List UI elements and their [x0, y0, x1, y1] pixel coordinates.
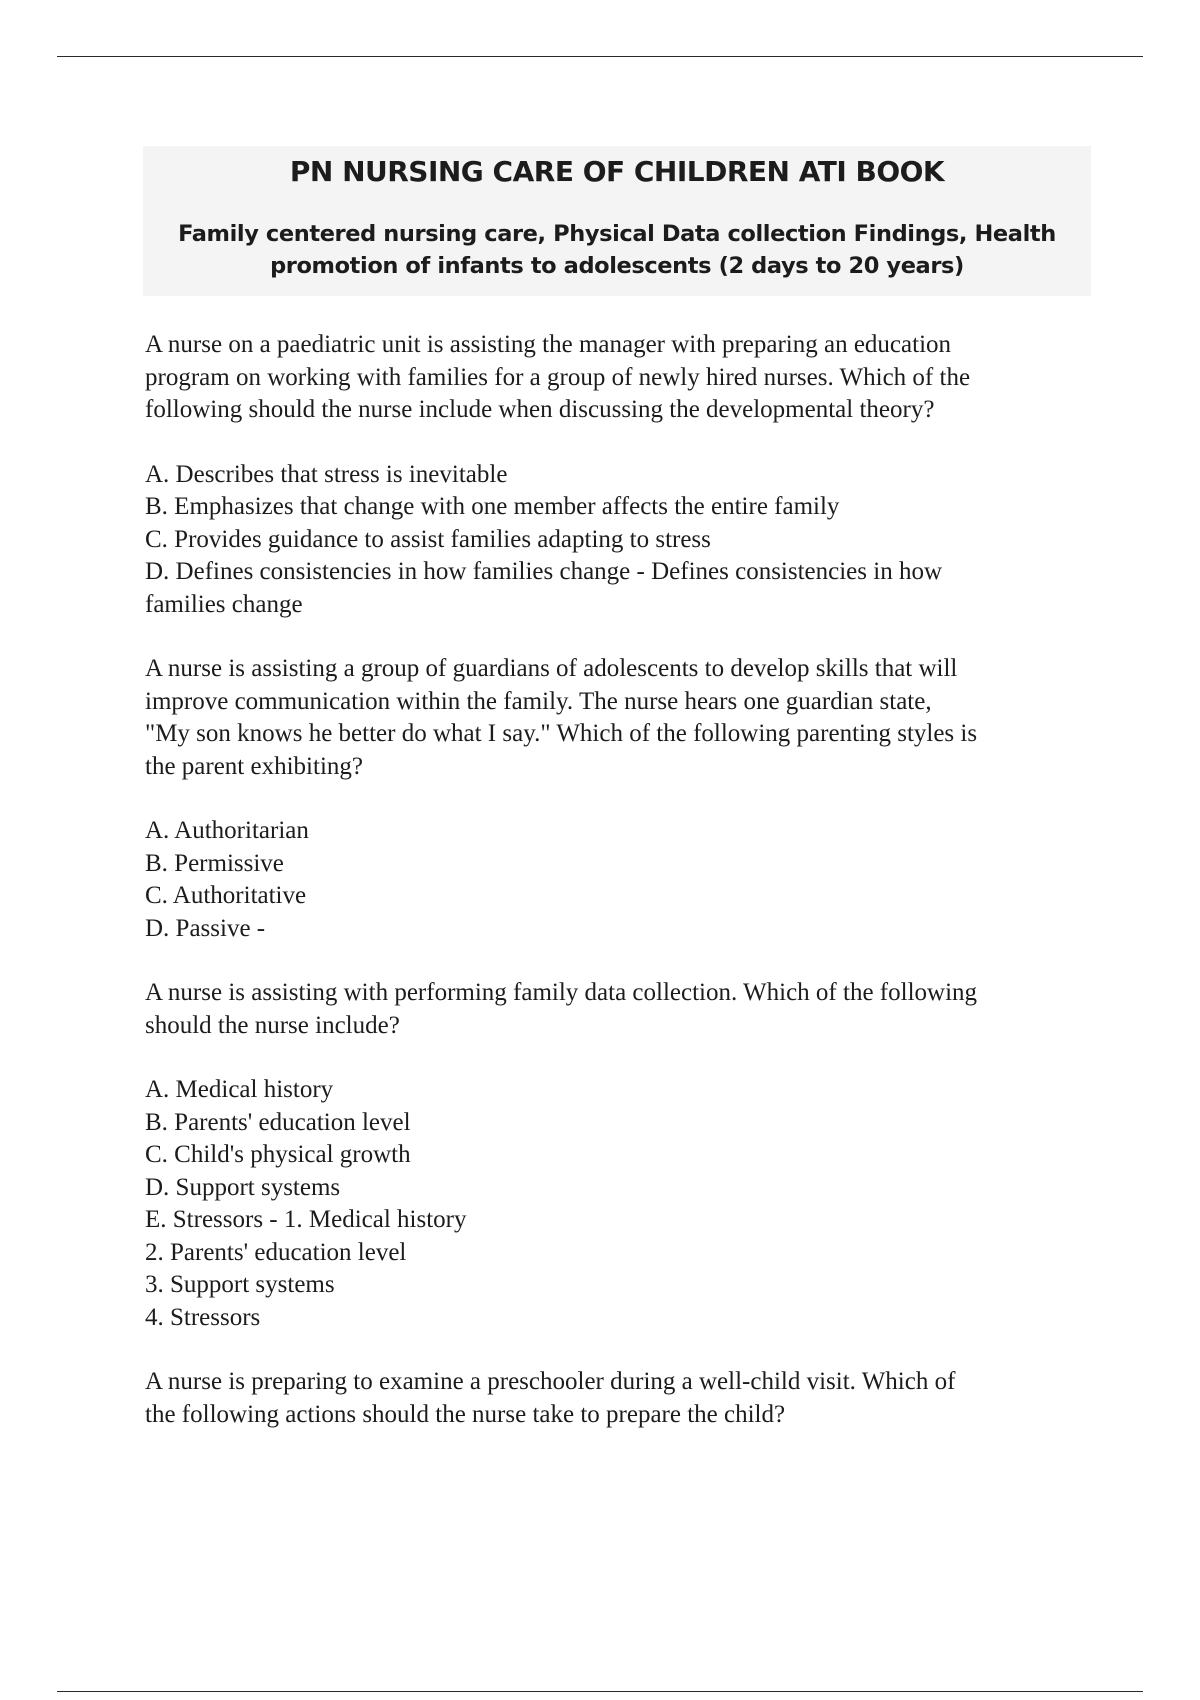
question-line: following should the nurse include when discussing the developmental theory? [145, 396, 935, 423]
question-line: should the nurse include? [145, 1011, 400, 1039]
answer-option: C. Child's physical growth [145, 1141, 411, 1168]
answer-option: B. Permissive [145, 849, 284, 877]
title-block [143, 146, 1091, 296]
answer-option: B. Parents' education level [145, 1108, 411, 1136]
question-line: A nurse on a paediatric unit is assisting the manager with preparing an education [145, 331, 952, 358]
question-2 [145, 653, 1091, 945]
answer-option: A. Describes that stress is inevitable [145, 460, 508, 488]
question-stem [145, 977, 1091, 1042]
answer-option: families change [145, 590, 303, 618]
answer-option: E. Stressors - 1. Medical history [145, 1206, 467, 1233]
question-list [145, 329, 1091, 1463]
question-line: A nurse is preparing to examine a preschooler during a well-child visit. Which of [145, 1368, 956, 1395]
question-1 [145, 329, 1091, 621]
question-stem [145, 329, 1091, 427]
answer-option: C. Provides guidance to assist families adapting to stress [145, 525, 711, 553]
answer-option: 3. Support systems [145, 1271, 335, 1298]
question-line: "My son knows he better do what I say." Which of the following parenting styles is [145, 720, 978, 747]
question-4 [145, 1366, 1091, 1431]
question-line: A nurse is assisting with performing family data collection. Which of the following [145, 979, 978, 1006]
answer-option: C. Authoritative [145, 882, 307, 909]
document-subtitle: Family centered nursing care, Physical Data collection Findings, Health promotion of infants to adolescents (2 days to 20 years) [178, 221, 1056, 279]
bottom-rule [57, 1691, 1143, 1692]
answer-option: 2. Parents' education level [145, 1238, 407, 1266]
answer-option: B. Emphasizes that change with one member affects the entire family [145, 493, 840, 520]
question-line: improve communication within the family. The nurse hears one guardian state, [145, 687, 932, 715]
question-line: A nurse is assisting a group of guardians of adolescents to develop skills that will [145, 655, 958, 682]
question-stem [145, 1366, 1091, 1431]
question-stem [145, 653, 1091, 783]
question-3 [145, 977, 1091, 1334]
question-line: program on working with families for a group of newly hired nurses. Which of the [145, 363, 971, 391]
question-line: the following actions should the nurse take to prepare the child? [145, 1400, 786, 1428]
answer-option: 4. Stressors [145, 1303, 261, 1331]
answer-option: A. Authoritarian [145, 817, 309, 844]
answer-options [145, 1074, 1091, 1334]
answer-options [145, 459, 1091, 622]
answer-option: A. Medical history [145, 1076, 334, 1103]
answer-options [145, 815, 1091, 945]
answer-option: D. Support systems [145, 1173, 341, 1201]
answer-option: D. Defines consistencies in how families change - Defines consistencies in how [145, 558, 943, 585]
top-rule [57, 56, 1143, 57]
document-title: PN NURSING CARE OF CHILDREN ATI BOOK [289, 155, 945, 188]
question-line: the parent exhibiting? [145, 752, 363, 780]
answer-option: D. Passive - [145, 914, 266, 942]
